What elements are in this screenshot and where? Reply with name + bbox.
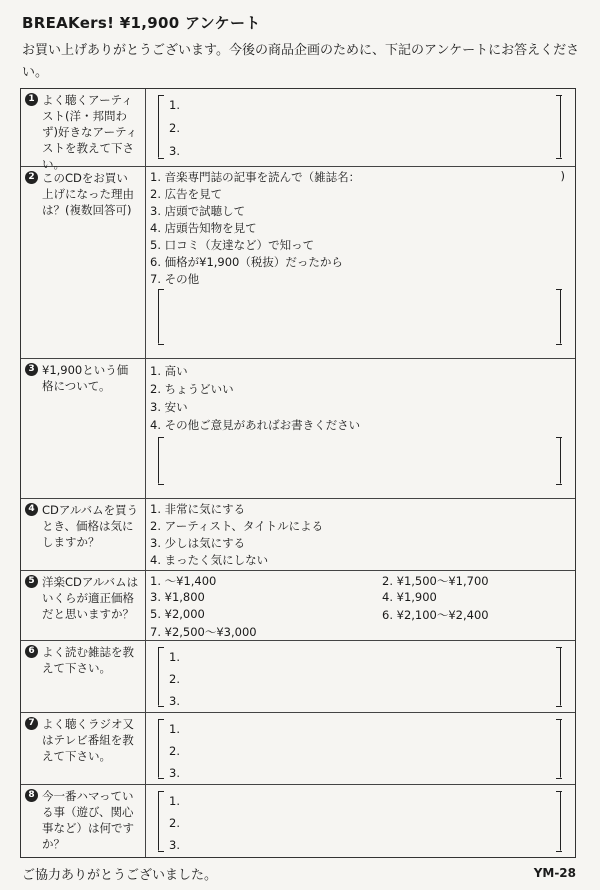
question-number-badge: 1 (25, 93, 38, 106)
option-item[interactable]: 2. アーティスト、タイトルによる (150, 519, 324, 533)
answer-box[interactable] (158, 791, 561, 851)
answer-box[interactable] (158, 95, 561, 158)
question-text: CDアルバムを買うとき、価格は気にしますか？ (42, 503, 139, 549)
question-row-4 (21, 499, 575, 571)
option-item[interactable]: 1. 音楽専門誌の記事を読んで（雑誌名： (150, 170, 361, 184)
survey-intro: お買い上げありがとうございます。今後の商品企画のために、下記のアンケートにお答えください。 (22, 43, 580, 80)
option-item[interactable]: 2. ¥1,500〜¥1,700 (382, 574, 489, 588)
question-number-badge: 4 (25, 503, 38, 516)
question-row-6 (21, 641, 575, 713)
option-item[interactable]: 4. ¥1,900 (382, 590, 437, 604)
question-row-5 (21, 571, 575, 641)
option-item[interactable]: 6. ¥2,100〜¥2,400 (382, 608, 489, 622)
close-paren: ) (560, 169, 565, 183)
blank-label: 3. (169, 838, 180, 852)
blank-label: 3. (169, 694, 180, 708)
option-item[interactable]: 1. 〜¥1,400 (150, 574, 217, 588)
other-answer-box[interactable] (158, 289, 561, 344)
option-item[interactable]: 3. 店頭で試聴して (150, 204, 246, 218)
option-item[interactable]: 7. ¥2,500〜¥3,000 (150, 625, 257, 639)
answer-box[interactable] (158, 647, 561, 706)
option-item[interactable]: 4. 店頭告知物を見て (150, 221, 257, 235)
comment-box[interactable] (158, 437, 561, 484)
question-row-7 (21, 713, 575, 785)
question-text: 今一番ハマっている事（遊び、関心事など）は何ですか？ (42, 789, 134, 851)
blank-label: 2. (169, 672, 180, 686)
option-item[interactable]: 3. 安い (150, 400, 188, 414)
question-row-1 (21, 89, 575, 171)
question-number-badge: 5 (25, 575, 38, 588)
question-text: このCDをお買い上げになった理由は？(複数回答可) (42, 171, 134, 217)
blank-label: 3. (169, 766, 180, 780)
option-item[interactable]: 3. 少しは気にする (150, 536, 246, 550)
blank-label: 2. (169, 121, 180, 135)
question-number-badge: 7 (25, 717, 38, 730)
option-item[interactable]: 1. 非常に気にする (150, 502, 246, 516)
question-number-badge: 2 (25, 171, 38, 184)
blank-label: 2. (169, 744, 180, 758)
question-text: よく聴くアーティスト(洋・邦問わず)好きなアーティストを教えて下さい。 (42, 93, 138, 171)
question-row-3 (21, 359, 575, 499)
question-number-badge: 3 (25, 363, 38, 376)
blank-label: 3. (169, 144, 180, 158)
thanks-message: ご協力ありがとうございました。 (22, 868, 218, 883)
option-item[interactable]: 5. 口コミ（友達など）で知って (150, 238, 315, 252)
option-item[interactable]: 3. ¥1,800 (150, 590, 205, 604)
question-number-badge: 8 (25, 789, 38, 802)
question-number-badge: 6 (25, 645, 38, 658)
blank-label: 2. (169, 816, 180, 830)
question-text: よく読む雑誌を教えて下さい。 (42, 645, 134, 675)
question-text: 洋楽CDアルバムはいくらが適正価格だと思いますか？ (42, 575, 139, 621)
option-item[interactable]: 5. ¥2,000 (150, 607, 205, 621)
blank-label: 1. (169, 98, 180, 112)
option-item[interactable]: 1. 高い (150, 364, 188, 378)
option-item[interactable]: 4. まったく気にしない (150, 553, 269, 567)
question-row-2 (21, 167, 575, 359)
option-item[interactable]: 2. 広告を見て (150, 187, 223, 201)
question-text: よく聴くラジオ又はテレビ番組を教えて下さい。 (42, 717, 134, 763)
option-item[interactable]: 6. 価格が¥1,900（税抜）だったから (150, 255, 343, 269)
blank-label: 1. (169, 794, 180, 808)
blank-label: 1. (169, 722, 180, 736)
survey-title: BREAKers! ¥1,900 アンケート (22, 14, 261, 32)
option-item[interactable]: 2. ちょうどいい (150, 382, 234, 396)
question-row-8 (21, 785, 575, 857)
answer-box[interactable] (158, 719, 561, 778)
question-text: ¥1,900という価格について。 (42, 363, 129, 393)
blank-label: 1. (169, 650, 180, 664)
form-code: YM-28 (533, 866, 576, 880)
option-item[interactable]: 7. その他 (150, 272, 200, 286)
survey-table (20, 88, 576, 858)
option-item[interactable]: 4. その他ご意見があればお書きください (150, 418, 361, 432)
